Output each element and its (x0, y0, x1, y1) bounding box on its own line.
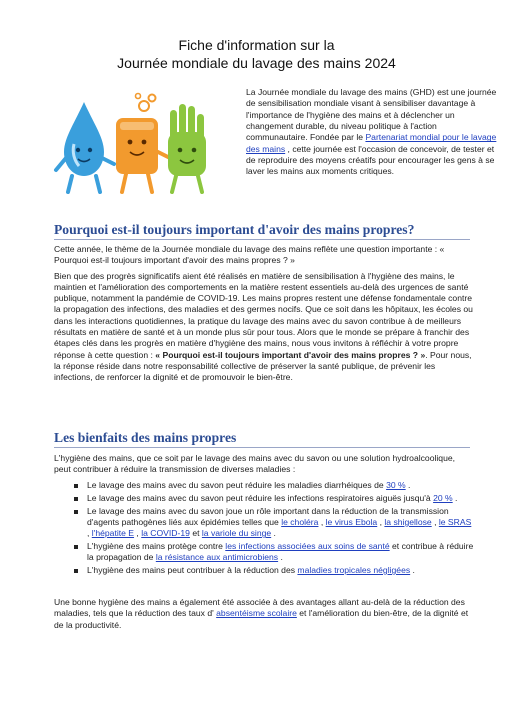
intro-text: La Journée mondiale du lavage des mains (GHD) est une journée de sensibilisation mondiale visant à sensibiliser davantage à l'importance de l'hygiène des mains et à déclencher un changement durable, du niveau politique à l'action communautaire. Fondée par le (246, 87, 497, 143)
list-item-text: Le lavage des mains avec du savon peut réduire les maladies diarrhéiques de (87, 480, 387, 490)
list-separator: , (87, 528, 92, 539)
list-item-end: . (410, 565, 415, 576)
progress-text: Bien que des progrès significatifs aient été réalisés en matière de sensibilisation à l'hygiène des mains, le maintien et l'amélioration des comportements en la matière restent essentiels au-delà des urgences de santé publique, notamment la pandémie de COVID-19. Les mains propres restent une défense fondamentale contre la propagation des infections, des maladies et des germes nocifs. Que ce soit dans les hôpitaux, les écoles ou dans les interactions quotidiennes, la pratique du lavage des mains avec du savon contribue à de meilleurs résultats en matière de santé et à un monde plus sûr pour tous. Alors que le monde se prépare à franchir des étapes clés dans les progrès en matière d'hygiène des mains, nous vous invitons à réfléchir à votre propre réponse à cette question : (54, 270, 473, 360)
list-separator: et (189, 528, 202, 539)
healthcare-infections-link[interactable]: les infections associées aux soins de santé (225, 540, 390, 551)
list-separator: , (134, 528, 142, 539)
title-line-2: Journée mondiale du lavage des mains 2024 (117, 55, 396, 71)
bullet-icon (74, 484, 78, 488)
bullet-icon (74, 569, 78, 573)
hepatitis-e-link[interactable]: l'hépatite E (91, 528, 135, 539)
green-hand-figure (168, 104, 206, 192)
global-handwashing-partnership-link[interactable]: Partenariat mondial pour le lavage des mains (246, 132, 497, 154)
mpox-link[interactable]: la variole du singe (201, 528, 272, 539)
list-item-text: L'hygiène des mains protège contre (87, 540, 226, 551)
diarrhea-30-percent-link[interactable]: 30 % (386, 480, 406, 490)
list-separator: , (431, 516, 439, 527)
section-divider (54, 239, 470, 240)
shigellosis-link[interactable]: la shigellose (384, 516, 432, 527)
list-item-text: Le lavage des mains avec du savon joue un rôle important dans la réduction de la transmission d'agents pathogènes liés aux épidémies telles que (87, 505, 449, 527)
list-item-text: L'hygiène des mains peut contribuer à la réduction des (87, 565, 298, 576)
bullet-icon (74, 545, 78, 549)
respiratory-20-percent-link[interactable]: 20 % (433, 492, 453, 503)
list-item (74, 541, 474, 564)
list-item (74, 493, 474, 504)
water-drop-figure (56, 102, 114, 192)
neglected-tropical-diseases-link[interactable]: maladies tropicales négligées (297, 565, 411, 576)
section-heading-why: Pourquoi est-il toujours important d'avoir des mains propres? (54, 222, 415, 237)
covid-19-link[interactable]: la COVID-19 (141, 528, 190, 539)
list-item (74, 506, 474, 540)
document-title (0, 36, 513, 72)
handwashing-illustration (52, 92, 212, 202)
section-divider (54, 447, 470, 448)
benefits-list (74, 480, 474, 578)
theme-paragraph: Cette année, le thème de la Journée mondiale du lavage des mains reflète une question importante : « Pourquoi est-il toujours important d'avoir des mains propres ? » (54, 244, 445, 266)
list-separator: , (377, 516, 385, 527)
list-item (74, 565, 474, 576)
list-item-end: . (271, 528, 276, 539)
benefits-intro: L'hygiène des mains, que ce soit par le lavage des mains avec du savon ou une solution hydroalcoolique, peut contribuer à réduire la transmission de diverses maladies : (54, 453, 456, 475)
cholera-link[interactable]: le choléra (281, 516, 319, 527)
section-heading-benefits: Les bienfaits des mains propres (54, 430, 237, 445)
intro-paragraph (246, 87, 498, 178)
section-why-body (54, 244, 474, 388)
list-separator: , (318, 516, 326, 527)
list-item-end: . (278, 552, 283, 563)
antimicrobial-resistance-link[interactable]: la résistance aux antimicrobiens (155, 552, 279, 563)
list-item-text: et contribue à réduire la propagation de (87, 540, 474, 563)
bullet-icon (74, 497, 78, 501)
closing-text-end: et l'amélioration du bien-être, de la dignité et de la productivité. (54, 608, 469, 630)
list-item-text: Le lavage des mains avec du savon peut réduire les infections respiratoires aiguës jusqu'à (87, 492, 434, 503)
intro-text-end: , cette journée est l'occasion de concevoir, de tester et de reproduire des moyens créatifs pour encourager les gens à se laver les mains aux moments critiques. (246, 143, 495, 177)
progress-paragraph (54, 271, 474, 384)
school-absenteeism-link[interactable]: absentéisme scolaire (216, 608, 297, 619)
sars-link[interactable]: le SRAS (438, 516, 472, 527)
bullet-icon (74, 510, 78, 514)
soap-bar-figure (116, 94, 170, 193)
list-item-end: . (405, 480, 411, 490)
title-line-1: Fiche d'information sur la (178, 37, 335, 53)
closing-paragraph (54, 597, 474, 631)
closing-text: Une bonne hygiène des mains a également été associée à des avantages allant au-delà de la réduction des maladies, tels que la réduction des taux d' (54, 597, 465, 619)
list-item-end: . (452, 492, 458, 503)
ebola-link[interactable]: le virus Ebola (325, 516, 378, 527)
progress-text-end: . Pour nous, la réponse réside dans notre responsabilité collective de préserver la santé publique, de prévenir les infections, de renforcer la dignité et de promouvoir le bien-être. (54, 349, 472, 383)
list-item (74, 480, 474, 491)
theme-question-bold: « Pourquoi est-il toujours important d'avoir des mains propres ? » (155, 349, 426, 360)
